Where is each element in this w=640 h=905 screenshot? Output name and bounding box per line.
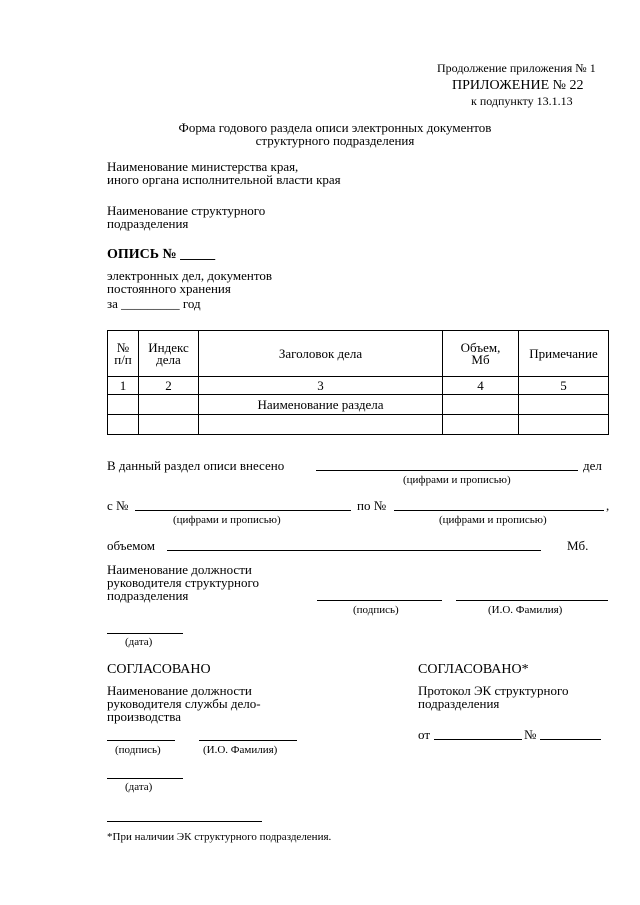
inventory-title: ОПИСЬ № _____ bbox=[107, 247, 216, 262]
mb-label: Мб. bbox=[567, 538, 589, 553]
approval-left-signature-hint: (подпись) bbox=[115, 744, 161, 756]
to-number-line[interactable] bbox=[394, 510, 604, 511]
head-signature-line[interactable] bbox=[317, 600, 442, 601]
continuation-note: Продолжение приложения № 1 bbox=[437, 61, 596, 75]
approval-right-date-line[interactable] bbox=[434, 739, 522, 740]
head-date-line[interactable] bbox=[107, 633, 183, 634]
appendix-number: ПРИЛОЖЕНИЕ № 22 bbox=[452, 78, 584, 93]
included-count-line[interactable] bbox=[316, 470, 578, 471]
header-volume: Объем, Мб bbox=[443, 331, 519, 377]
header-note: Примечание bbox=[519, 331, 609, 377]
header-num: № п/п bbox=[108, 331, 139, 377]
head-position-line-3: подразделения bbox=[107, 588, 189, 603]
approval-left-name-hint: (И.О. Фамилия) bbox=[203, 744, 278, 756]
protocol-line-2: подразделения bbox=[418, 696, 500, 711]
appendix-subpoint: к подпункту 13.1.13 bbox=[471, 94, 573, 108]
inventory-year bbox=[107, 296, 201, 312]
footnote-divider bbox=[107, 821, 262, 822]
approval-right-protocol bbox=[418, 684, 569, 710]
col-num-3: 3 bbox=[199, 377, 443, 395]
table-number-row bbox=[108, 377, 609, 395]
from-label: с № bbox=[107, 498, 129, 513]
approval-right-from-label: от bbox=[418, 727, 431, 742]
approval-left-name-line[interactable] bbox=[199, 740, 297, 741]
from-number-line[interactable] bbox=[135, 510, 351, 511]
inventory-line-2: постоянного хранения bbox=[107, 281, 231, 296]
approval-right-title: СОГЛАСОВАНО* bbox=[418, 662, 529, 677]
form-title-line-2: структурного подразделения bbox=[255, 133, 415, 148]
approval-left-line-2: руководителя службы дело- bbox=[107, 696, 261, 711]
approval-left-date-line[interactable] bbox=[107, 778, 183, 779]
head-position-line-2: руководителя структурного bbox=[107, 575, 259, 590]
form-title-line-1: Форма годового раздела описи электронных документов bbox=[178, 120, 492, 135]
head-position-line-1: Наименование должности bbox=[107, 562, 252, 577]
table-section-row bbox=[108, 395, 609, 415]
approval-left-line-3: производства bbox=[107, 709, 182, 724]
approval-left-signature-line[interactable] bbox=[107, 740, 175, 741]
col-num-4: 4 bbox=[443, 377, 519, 395]
trailing-comma: , bbox=[606, 498, 610, 513]
cases-label: дел bbox=[583, 458, 602, 473]
head-signature-hint: (подпись) bbox=[353, 604, 399, 616]
volume-label: объемом bbox=[107, 538, 155, 553]
from-hint: (цифрами и прописью) bbox=[173, 514, 281, 526]
inventory-description bbox=[107, 269, 272, 295]
volume-line[interactable] bbox=[167, 550, 541, 551]
unit-line-1: Наименование структурного bbox=[107, 203, 266, 218]
head-position bbox=[107, 563, 259, 602]
head-name-hint: (И.О. Фамилия) bbox=[488, 604, 563, 616]
head-name-line[interactable] bbox=[456, 600, 608, 601]
approval-right-num-label: № bbox=[524, 727, 537, 742]
approval-left-title: СОГЛАСОВАНО bbox=[107, 662, 211, 677]
section-name-cell: Наименование раздела bbox=[199, 395, 443, 415]
head-date-hint: (дата) bbox=[125, 636, 153, 648]
year-blank: _________ bbox=[121, 296, 180, 311]
col-num-1: 1 bbox=[108, 377, 139, 395]
to-hint: (цифрами и прописью) bbox=[439, 514, 547, 526]
approval-right-number-line[interactable] bbox=[540, 739, 601, 740]
ministry-line-2: иного органа исполнительной власти края bbox=[107, 172, 341, 187]
approval-left-line-1: Наименование должности bbox=[107, 683, 252, 698]
protocol-line-1: Протокол ЭК структурного bbox=[418, 683, 569, 698]
unit-line-2: подразделения bbox=[107, 216, 189, 231]
ministry-name bbox=[107, 160, 341, 186]
form-title bbox=[150, 121, 520, 147]
header-case-title: Заголовок дела bbox=[199, 331, 443, 377]
to-label: по № bbox=[357, 498, 387, 513]
header-index: Индекс дела bbox=[139, 331, 199, 377]
inventory-table bbox=[107, 330, 609, 435]
included-hint: (цифрами и прописью) bbox=[403, 474, 511, 486]
col-num-5: 5 bbox=[519, 377, 609, 395]
approval-left-position bbox=[107, 684, 261, 723]
ministry-line-1: Наименование министерства края, bbox=[107, 159, 299, 174]
included-label: В данный раздел описи внесено bbox=[107, 458, 285, 473]
inventory-line-1: электронных дел, документов bbox=[107, 268, 273, 283]
approval-left-date-hint: (дата) bbox=[125, 781, 153, 793]
footnote: *При наличии ЭК структурного подразделения. bbox=[107, 831, 332, 843]
year-suffix: год bbox=[182, 296, 201, 311]
col-num-2: 2 bbox=[139, 377, 199, 395]
table-header-row bbox=[108, 331, 609, 377]
year-prefix: за bbox=[107, 296, 118, 311]
unit-name bbox=[107, 204, 265, 230]
table-empty-row bbox=[108, 415, 609, 435]
